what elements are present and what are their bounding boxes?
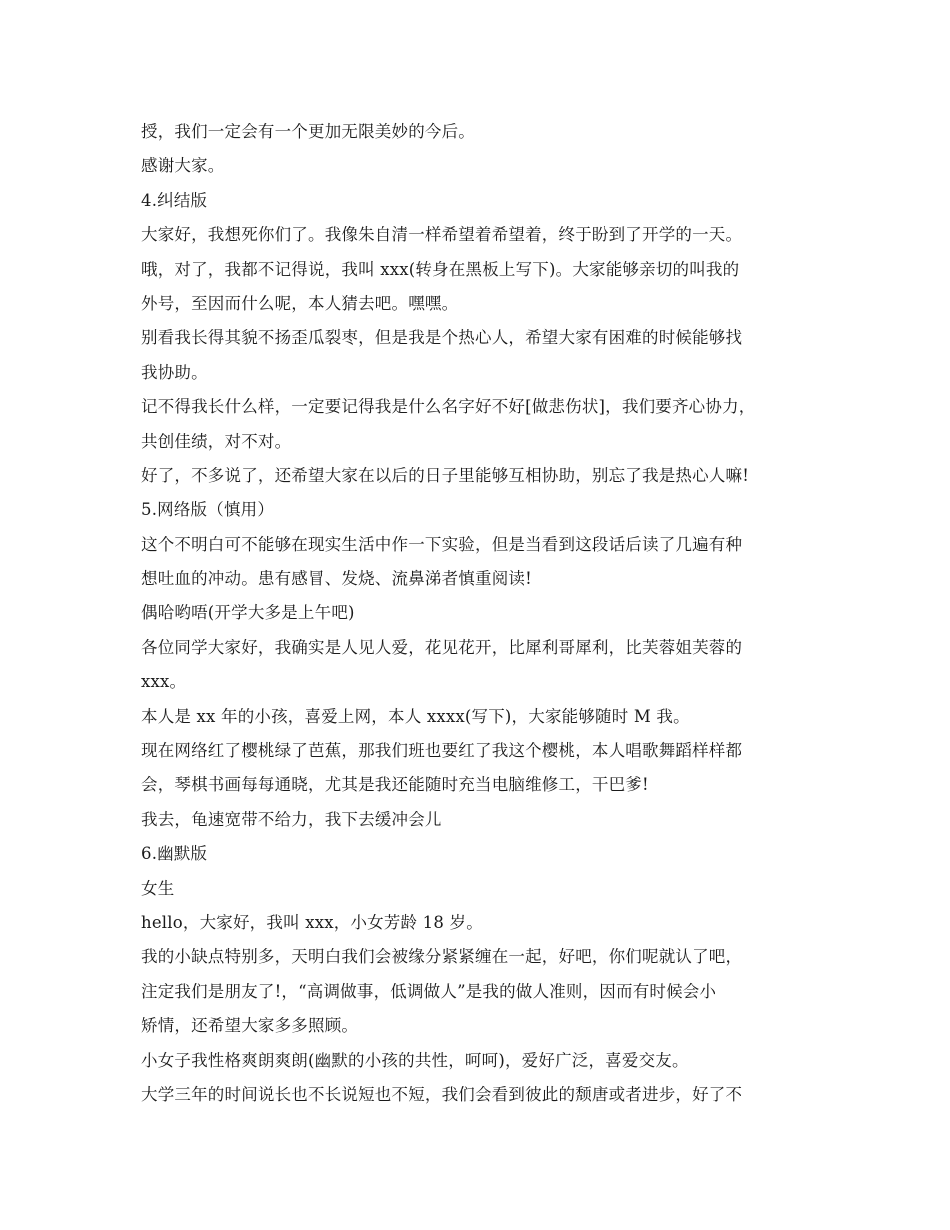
text-line: xxx。 bbox=[141, 672, 187, 692]
text-line: 本人是 xx 年的小孩，喜爱上网，本人 xxxx(写下)，大家能够随时 M 我。 bbox=[141, 706, 690, 726]
text-line: 这个不明白可不能够在现实生活中作一下实验，但是当看到这段话后读了几遍有种 bbox=[141, 534, 743, 554]
text-line: 会，琴棋书画每每通晓，尤其是我还能随时充当电脑维修工，干巴爹! bbox=[141, 775, 649, 795]
text-line: 偶哈哟唔(开学大多是上午吧) bbox=[141, 603, 355, 623]
text-line: 大学三年的时间说长也不长说短也不短，我们会看到彼此的颓唐或者进步，好了不 bbox=[141, 1084, 743, 1104]
text-line: 外号，至因而什么呢，本人猜去吧。嘿嘿。 bbox=[141, 293, 459, 313]
text-line: 共创佳绩，对不对。 bbox=[141, 431, 292, 451]
text-line: 哦，对了，我都不记得说，我叫 xxx(转身在黑板上写下)。大家能够亲切的叫我的 bbox=[141, 259, 740, 279]
text-line: 想吐血的冲动。患有感冒、发烧、流鼻涕者慎重阅读! bbox=[141, 569, 532, 589]
text-line: 好了，不多说了，还希望大家在以后的日子里能够互相协助，别忘了我是热心人嘛! bbox=[141, 465, 750, 485]
document-body bbox=[141, 115, 821, 1112]
text-line: 小女子我性格爽朗爽朗(幽默的小孩的共性，呵呵)，爱好广泛，喜爱交友。 bbox=[141, 1050, 689, 1070]
text-line: 感谢大家。 bbox=[141, 156, 225, 176]
text-line: 我去，龟速宽带不给力，我下去缓冲会儿 bbox=[141, 809, 442, 829]
subsection-heading: 女生 bbox=[141, 878, 175, 898]
text-line: 别看我长得其貌不扬歪瓜裂枣，但是我是个热心人，希望大家有困难的时候能够找 bbox=[141, 328, 743, 348]
text-line: 现在网络红了樱桃绿了芭蕉，那我们班也要红了我这个樱桃，本人唱歌舞蹈样样都 bbox=[141, 741, 743, 761]
section-heading: 6.幽默版 bbox=[141, 844, 208, 864]
section-heading: 4.纠结版 bbox=[141, 190, 208, 210]
text-line: hello，大家好，我叫 xxx，小女芳龄 18 岁。 bbox=[141, 912, 483, 932]
text-line: 注定我们是朋友了!，“高调做事，低调做人”是我的做人准则，因而有时候会小 bbox=[141, 981, 717, 1001]
text-line: 我的小缺点特别多，天明白我们会被缘分紧紧缠在一起，好吧，你们呢就认了吧， bbox=[141, 947, 743, 967]
text-line: 我协助。 bbox=[141, 362, 208, 382]
text-line: 大家好，我想死你们了。我像朱自清一样希望着希望着，终于盼到了开学的一天。 bbox=[141, 225, 743, 245]
text-line: 记不得我长什么样，一定要记得我是什么名字好不好[做悲伤状]，我们要齐心协力， bbox=[141, 397, 756, 417]
text-line: 各位同学大家好，我确实是人见人爱，花见花开，比犀利哥犀利，比芙蓉姐芙蓉的 bbox=[141, 637, 743, 657]
text-line: 授，我们一定会有一个更加无限美妙的今后。 bbox=[141, 122, 475, 141]
section-heading: 5.网络版（慎用） bbox=[141, 500, 275, 520]
text-line: 矫情，还希望大家多多照顾。 bbox=[141, 1016, 359, 1036]
